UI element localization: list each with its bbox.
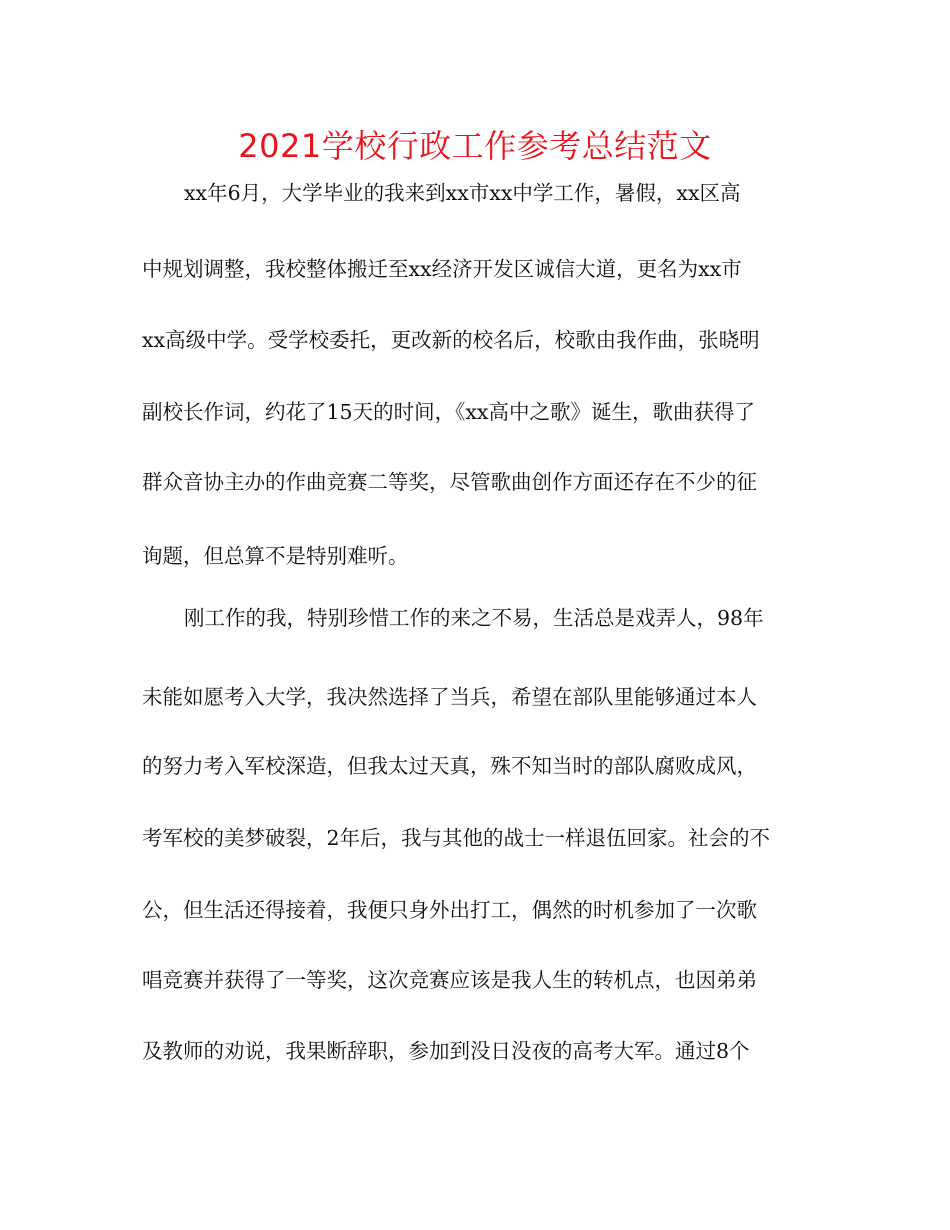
paragraph-1-line-3: xx高级中学。受学校委托，更改新的校名后，校歌由我作曲，张晓明 [142,328,760,352]
paragraph-2-line-7: 及教师的劝说，我果断辞职，参加到没日没夜的高考大军。通过8个 [142,1039,750,1063]
paragraph-1-line-1: xx年6月，大学毕业的我来到xx市xx中学工作，暑假，xx区高 [184,181,741,205]
paragraph-2-line-1: 刚工作的我，特别珍惜工作的来之不易，生活总是戏弄人，98年 [184,606,764,630]
paragraph-2-line-6: 唱竞赛并获得了一等奖，这次竞赛应该是我人生的转机点，也因弟弟 [142,968,757,992]
paragraph-2-line-5: 公，但生活还得接着，我便只身外出打工，偶然的时机参加了一次歌 [142,898,757,922]
paragraph-2-line-2: 未能如愿考入大学，我决然选择了当兵，希望在部队里能够通过本人 [142,685,757,709]
paragraph-2-line-3: 的努力考入军校深造，但我太过天真，殊不知当时的部队腐败成风， [142,754,757,778]
paragraph-1-line-2: 中规划调整，我校整体搬迁至xx经济开发区诚信大道，更名为xx市 [142,257,742,281]
paragraph-1-line-4: 副校长作词，约花了15天的时间，《xx高中之歌》诞生，歌曲获得了 [142,400,755,424]
paragraph-1-line-5: 群众音协主办的作曲竞赛二等奖，尽管歌曲创作方面还存在不少的征 [142,470,757,494]
paragraph-2-line-4: 考军校的美梦破裂，2年后，我与其他的战士一样退伍回家。社会的不 [142,826,771,850]
document-title: 2021学校行政工作参考总结范文 [238,127,712,165]
paragraph-1-line-6: 询题，但总算不是特别难听。 [142,544,409,568]
